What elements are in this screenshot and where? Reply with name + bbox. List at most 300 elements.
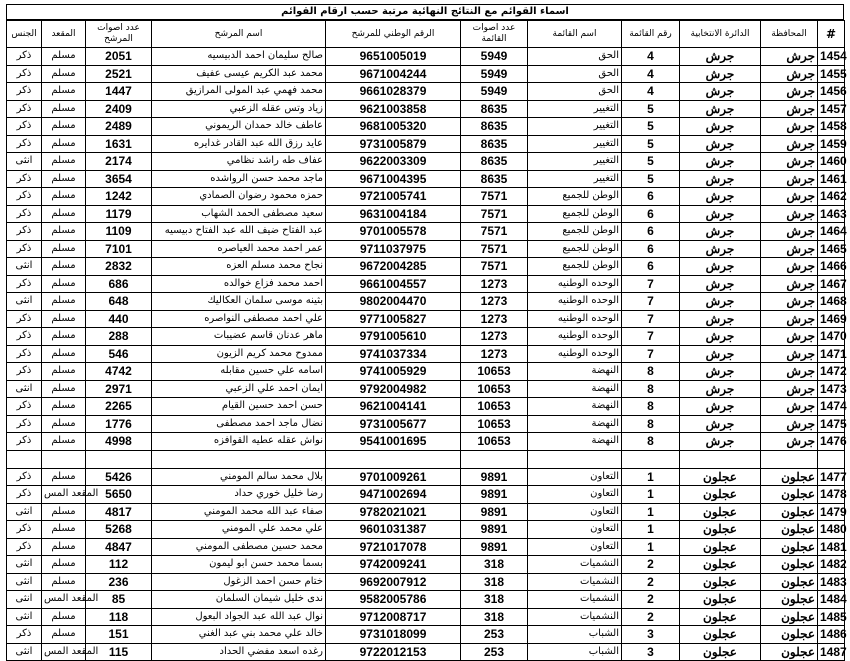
table-row (7, 48, 845, 66)
national-id-cell: 9621003858 (326, 100, 461, 118)
table-row (7, 100, 845, 118)
empty-cell (7, 450, 42, 468)
empty-cell (86, 450, 152, 468)
candidate-votes-cell: 2971 (86, 380, 152, 398)
list-votes-cell: 8635 (461, 135, 528, 153)
header-candidate-votes: عدد اصوات المرشح (86, 21, 152, 48)
gender-cell: انثى (7, 293, 42, 311)
district-cell: عجلون (680, 556, 761, 574)
governorate-cell: جرش (761, 65, 818, 83)
national-id-cell: 9731005677 (326, 415, 461, 433)
list-votes-cell: 8635 (461, 153, 528, 171)
header-index: # (818, 21, 845, 48)
group-separator-row (7, 450, 845, 468)
empty-cell (818, 450, 845, 468)
list-votes-cell: 8635 (461, 170, 528, 188)
national-id-cell: 9731005879 (326, 135, 461, 153)
seat-cell: مسلم (42, 48, 86, 66)
gender-cell: انثى (7, 556, 42, 574)
candidate-votes-cell: 151 (86, 626, 152, 644)
district-cell: عجلون (680, 468, 761, 486)
seat-cell: مسلم (42, 135, 86, 153)
header-list-number: رقم القائمة (622, 21, 680, 48)
seat-cell: مسلم (42, 240, 86, 258)
national-id-cell: 9661004557 (326, 275, 461, 293)
list-name-cell: الوحده الوطنيه (528, 328, 622, 346)
table-row (7, 240, 845, 258)
seat-cell: مسلم (42, 153, 86, 171)
list-votes-cell: 7571 (461, 188, 528, 206)
seat-cell: مسلم (42, 556, 86, 574)
seat-cell: مسلم (42, 100, 86, 118)
seat-cell: مسلم (42, 433, 86, 451)
candidate-votes-cell: 2832 (86, 258, 152, 276)
governorate-cell: عجلون (761, 521, 818, 539)
candidate-votes-cell: 4998 (86, 433, 152, 451)
governorate-cell: عجلون (761, 626, 818, 644)
table-row (7, 205, 845, 223)
seat-cell: مسلم (42, 223, 86, 241)
table-row (7, 223, 845, 241)
gender-cell: ذكر (7, 433, 42, 451)
candidate-votes-cell: 236 (86, 573, 152, 591)
governorate-cell: جرش (761, 223, 818, 241)
candidate-votes-cell: 5268 (86, 521, 152, 539)
governorate-cell: جرش (761, 328, 818, 346)
candidate-votes-cell: 1776 (86, 415, 152, 433)
candidate-votes-cell: 5650 (86, 486, 152, 504)
list-name-cell: التعاون (528, 503, 622, 521)
list-votes-cell: 1273 (461, 310, 528, 328)
candidate-name-cell: عاطف خالد حمدان الريموني (152, 118, 326, 136)
gender-cell: انثى (7, 608, 42, 626)
district-cell: عجلون (680, 626, 761, 644)
candidate-votes-cell: 7101 (86, 240, 152, 258)
seat-cell: مسلم (42, 363, 86, 381)
national-id-cell: 9672004285 (326, 258, 461, 276)
governorate-cell: عجلون (761, 591, 818, 609)
table-row (7, 310, 845, 328)
gender-cell: ذكر (7, 100, 42, 118)
list-name-cell: الحق (528, 83, 622, 101)
national-id-cell: 9742009241 (326, 556, 461, 574)
seat-cell: مسلم (42, 608, 86, 626)
gender-cell: انثى (7, 153, 42, 171)
seat-cell: مسلم (42, 398, 86, 416)
table-row (7, 345, 845, 363)
index-cell: 1465 (818, 240, 845, 258)
candidate-votes-cell: 112 (86, 556, 152, 574)
candidate-name-cell: نضال ماجد احمد مصطفى (152, 415, 326, 433)
list-name-cell: الوطن للجميع (528, 258, 622, 276)
list-votes-cell: 10653 (461, 415, 528, 433)
gender-cell: ذكر (7, 65, 42, 83)
table-row (7, 275, 845, 293)
list-votes-cell: 7571 (461, 240, 528, 258)
gender-cell: انثى (7, 503, 42, 521)
district-cell: عجلون (680, 608, 761, 626)
district-cell: جرش (680, 275, 761, 293)
candidate-votes-cell: 85 (86, 591, 152, 609)
governorate-cell: جرش (761, 135, 818, 153)
gender-cell: انثى (7, 573, 42, 591)
table-row (7, 433, 845, 451)
district-cell: جرش (680, 310, 761, 328)
governorate-cell: جرش (761, 188, 818, 206)
list-number-cell: 8 (622, 398, 680, 416)
governorate-cell: جرش (761, 118, 818, 136)
list-votes-cell: 318 (461, 608, 528, 626)
district-cell: جرش (680, 153, 761, 171)
empty-cell (528, 450, 622, 468)
index-cell: 1484 (818, 591, 845, 609)
header-seat: المقعد (42, 21, 86, 48)
national-id-cell: 9631004184 (326, 205, 461, 223)
governorate-cell: جرش (761, 170, 818, 188)
national-id-cell: 9541001695 (326, 433, 461, 451)
district-cell: عجلون (680, 486, 761, 504)
list-number-cell: 8 (622, 363, 680, 381)
list-number-cell: 3 (622, 643, 680, 661)
gender-cell: ذكر (7, 135, 42, 153)
header-national-id: الرقم الوطني للمرشح (326, 21, 461, 48)
district-cell: جرش (680, 65, 761, 83)
index-cell: 1467 (818, 275, 845, 293)
header-list-votes: عدد اصوات القائمة (461, 21, 528, 48)
index-cell: 1455 (818, 65, 845, 83)
seat-cell: مسلم (42, 345, 86, 363)
national-id-cell: 9701009261 (326, 468, 461, 486)
district-cell: جرش (680, 415, 761, 433)
seat-cell: مسلم (42, 468, 86, 486)
national-id-cell: 9671004395 (326, 170, 461, 188)
list-name-cell: التغيير (528, 118, 622, 136)
list-number-cell: 5 (622, 100, 680, 118)
gender-cell: ذكر (7, 486, 42, 504)
district-cell: جرش (680, 240, 761, 258)
table-row (7, 591, 845, 609)
table-row (7, 293, 845, 311)
index-cell: 1456 (818, 83, 845, 101)
candidate-votes-cell: 2409 (86, 100, 152, 118)
national-id-cell: 9792004982 (326, 380, 461, 398)
list-name-cell: التعاون (528, 538, 622, 556)
header-candidate-name: اسم المرشح (152, 21, 326, 48)
index-cell: 1461 (818, 170, 845, 188)
gender-cell: ذكر (7, 188, 42, 206)
list-number-cell: 4 (622, 83, 680, 101)
list-votes-cell: 1273 (461, 345, 528, 363)
national-id-cell: 9771005827 (326, 310, 461, 328)
list-name-cell: الشباب (528, 643, 622, 661)
seat-cell: مسلم (42, 310, 86, 328)
table-row (7, 380, 845, 398)
list-votes-cell: 9891 (461, 503, 528, 521)
header-gender: الجنس (7, 21, 42, 48)
header-governorate: المحافظة (761, 21, 818, 48)
index-cell: 1486 (818, 626, 845, 644)
governorate-cell: جرش (761, 380, 818, 398)
district-cell: جرش (680, 170, 761, 188)
list-votes-cell: 9891 (461, 486, 528, 504)
candidate-votes-cell: 288 (86, 328, 152, 346)
index-cell: 1478 (818, 486, 845, 504)
candidate-votes-cell: 1631 (86, 135, 152, 153)
header-list-name: اسم القائمة (528, 21, 622, 48)
seat-cell: مسلم (42, 521, 86, 539)
governorate-cell: جرش (761, 363, 818, 381)
candidate-name-cell: بلال محمد سالم المومني (152, 468, 326, 486)
seat-cell: المقعد المس (42, 486, 86, 504)
list-number-cell: 1 (622, 486, 680, 504)
governorate-cell: جرش (761, 345, 818, 363)
governorate-cell: جرش (761, 153, 818, 171)
list-number-cell: 6 (622, 205, 680, 223)
list-votes-cell: 318 (461, 573, 528, 591)
candidate-name-cell: زياد وتس عقله الزعبي (152, 100, 326, 118)
candidate-votes-cell: 5426 (86, 468, 152, 486)
list-votes-cell: 8635 (461, 100, 528, 118)
list-votes-cell: 7571 (461, 258, 528, 276)
list-name-cell: التغيير (528, 100, 622, 118)
results-sheet (6, 4, 847, 661)
governorate-cell: عجلون (761, 573, 818, 591)
list-votes-cell: 1273 (461, 275, 528, 293)
list-number-cell: 1 (622, 503, 680, 521)
list-name-cell: النهضة (528, 363, 622, 381)
list-votes-cell: 8635 (461, 118, 528, 136)
list-number-cell: 7 (622, 293, 680, 311)
governorate-cell: جرش (761, 240, 818, 258)
table-row (7, 643, 845, 661)
governorate-cell: عجلون (761, 608, 818, 626)
list-name-cell: النهضة (528, 380, 622, 398)
index-cell: 1460 (818, 153, 845, 171)
district-cell: عجلون (680, 521, 761, 539)
candidate-name-cell: حمزه محمود رضوان الصمادي (152, 188, 326, 206)
list-votes-cell: 9891 (461, 468, 528, 486)
candidate-votes-cell: 1242 (86, 188, 152, 206)
table-row (7, 503, 845, 521)
list-number-cell: 2 (622, 608, 680, 626)
gender-cell: انثى (7, 643, 42, 661)
gender-cell: ذكر (7, 415, 42, 433)
list-name-cell: الوطن للجميع (528, 223, 622, 241)
empty-cell (761, 450, 818, 468)
candidate-name-cell: ماهر عدنان قاسم عضيبات (152, 328, 326, 346)
national-id-cell: 9741037334 (326, 345, 461, 363)
gender-cell: ذكر (7, 275, 42, 293)
gender-cell: انثى (7, 258, 42, 276)
list-name-cell: الوحده الوطنيه (528, 310, 622, 328)
national-id-cell: 9722012153 (326, 643, 461, 661)
list-number-cell: 4 (622, 65, 680, 83)
seat-cell: مسلم (42, 83, 86, 101)
national-id-cell: 9701005578 (326, 223, 461, 241)
candidate-name-cell: علي احمد مصطفى النواصره (152, 310, 326, 328)
national-id-cell: 9471002694 (326, 486, 461, 504)
table-row (7, 153, 845, 171)
empty-cell (622, 450, 680, 468)
district-cell: عجلون (680, 573, 761, 591)
seat-cell: المقعد المس (42, 591, 86, 609)
list-name-cell: النشميات (528, 556, 622, 574)
list-name-cell: الحق (528, 48, 622, 66)
gender-cell: ذكر (7, 118, 42, 136)
table-row (7, 415, 845, 433)
candidate-votes-cell: 118 (86, 608, 152, 626)
list-votes-cell: 10653 (461, 433, 528, 451)
candidate-name-cell: محمد عبد الكريم عيسى عفيف (152, 65, 326, 83)
list-number-cell: 8 (622, 433, 680, 451)
seat-cell: مسلم (42, 328, 86, 346)
list-name-cell: الوحده الوطنيه (528, 293, 622, 311)
list-number-cell: 7 (622, 310, 680, 328)
list-number-cell: 5 (622, 135, 680, 153)
candidate-name-cell: بسما محمد حسن ابو ليمون (152, 556, 326, 574)
governorate-cell: جرش (761, 415, 818, 433)
district-cell: جرش (680, 223, 761, 241)
index-cell: 1487 (818, 643, 845, 661)
list-votes-cell: 318 (461, 556, 528, 574)
table-body (7, 48, 845, 661)
governorate-cell: جرش (761, 433, 818, 451)
gender-cell: ذكر (7, 345, 42, 363)
index-cell: 1468 (818, 293, 845, 311)
gender-cell: ذكر (7, 468, 42, 486)
candidate-votes-cell: 2489 (86, 118, 152, 136)
empty-cell (680, 450, 761, 468)
gender-cell: ذكر (7, 398, 42, 416)
district-cell: عجلون (680, 538, 761, 556)
governorate-cell: جرش (761, 48, 818, 66)
candidate-name-cell: نجاح محمد مسلم العزه (152, 258, 326, 276)
gender-cell: ذكر (7, 328, 42, 346)
candidate-votes-cell: 115 (86, 643, 152, 661)
list-number-cell: 6 (622, 240, 680, 258)
list-number-cell: 3 (622, 626, 680, 644)
list-number-cell: 5 (622, 170, 680, 188)
gender-cell: ذكر (7, 205, 42, 223)
index-cell: 1463 (818, 205, 845, 223)
candidate-name-cell: محمد فهمي عبد المولى المرازيق (152, 83, 326, 101)
seat-cell: مسلم (42, 293, 86, 311)
gender-cell: انثى (7, 380, 42, 398)
district-cell: جرش (680, 363, 761, 381)
list-name-cell: الحق (528, 65, 622, 83)
list-votes-cell: 253 (461, 643, 528, 661)
seat-cell: مسلم (42, 170, 86, 188)
district-cell: جرش (680, 118, 761, 136)
candidate-votes-cell: 686 (86, 275, 152, 293)
table-row (7, 188, 845, 206)
candidate-name-cell: ممدوح محمد كريم الزيون (152, 345, 326, 363)
list-number-cell: 6 (622, 188, 680, 206)
index-cell: 1476 (818, 433, 845, 451)
candidate-name-cell: خالد علي محمد بني عبد الغني (152, 626, 326, 644)
list-number-cell: 5 (622, 118, 680, 136)
candidate-name-cell: سعيد مصطفى الحمد الشهاب (152, 205, 326, 223)
list-votes-cell: 9891 (461, 521, 528, 539)
national-id-cell: 9681005320 (326, 118, 461, 136)
table-row (7, 521, 845, 539)
candidate-name-cell: عفاف طه راشد نظامي (152, 153, 326, 171)
index-cell: 1458 (818, 118, 845, 136)
index-cell: 1474 (818, 398, 845, 416)
index-cell: 1470 (818, 328, 845, 346)
governorate-cell: جرش (761, 398, 818, 416)
table-row (7, 398, 845, 416)
list-votes-cell: 9891 (461, 538, 528, 556)
candidate-name-cell: علي محمد علي المومني (152, 521, 326, 539)
list-number-cell: 2 (622, 573, 680, 591)
table-row (7, 468, 845, 486)
district-cell: جرش (680, 433, 761, 451)
candidate-name-cell: احمد محمد فزاع خوالده (152, 275, 326, 293)
index-cell: 1481 (818, 538, 845, 556)
national-id-cell: 9731018099 (326, 626, 461, 644)
national-id-cell: 9802004470 (326, 293, 461, 311)
list-name-cell: النهضة (528, 415, 622, 433)
national-id-cell: 9721005741 (326, 188, 461, 206)
table-row (7, 556, 845, 574)
list-votes-cell: 5949 (461, 65, 528, 83)
district-cell: جرش (680, 398, 761, 416)
district-cell: عجلون (680, 591, 761, 609)
seat-cell: مسلم (42, 205, 86, 223)
empty-cell (42, 450, 86, 468)
candidate-votes-cell: 2265 (86, 398, 152, 416)
index-cell: 1483 (818, 573, 845, 591)
candidate-name-cell: رضا خليل خوري حداد (152, 486, 326, 504)
seat-cell: مسلم (42, 626, 86, 644)
candidate-votes-cell: 1447 (86, 83, 152, 101)
national-id-cell: 9671004244 (326, 65, 461, 83)
candidate-name-cell: ايمان احمد علي الزعبي (152, 380, 326, 398)
candidate-votes-cell: 2521 (86, 65, 152, 83)
governorate-cell: جرش (761, 258, 818, 276)
list-name-cell: النهضة (528, 433, 622, 451)
candidate-name-cell: عبد الفتاح ضيف الله عبد الفتاح دبيسيه (152, 223, 326, 241)
district-cell: جرش (680, 258, 761, 276)
district-cell: جرش (680, 188, 761, 206)
table-row (7, 258, 845, 276)
list-votes-cell: 10653 (461, 398, 528, 416)
seat-cell: مسلم (42, 188, 86, 206)
district-cell: عجلون (680, 503, 761, 521)
district-cell: جرش (680, 328, 761, 346)
list-votes-cell: 1273 (461, 293, 528, 311)
gender-cell: ذكر (7, 170, 42, 188)
governorate-cell: جرش (761, 275, 818, 293)
national-id-cell: 9721017078 (326, 538, 461, 556)
gender-cell: ذكر (7, 538, 42, 556)
index-cell: 1479 (818, 503, 845, 521)
national-id-cell: 9782021021 (326, 503, 461, 521)
list-name-cell: التعاون (528, 468, 622, 486)
index-cell: 1454 (818, 48, 845, 66)
table-row (7, 135, 845, 153)
list-votes-cell: 10653 (461, 363, 528, 381)
candidate-votes-cell: 1109 (86, 223, 152, 241)
district-cell: جرش (680, 380, 761, 398)
index-cell: 1457 (818, 100, 845, 118)
district-cell: جرش (680, 100, 761, 118)
candidate-name-cell: عايد رزق الله عبد القادر غدايره (152, 135, 326, 153)
district-cell: جرش (680, 205, 761, 223)
index-cell: 1469 (818, 310, 845, 328)
list-name-cell: النشميات (528, 591, 622, 609)
